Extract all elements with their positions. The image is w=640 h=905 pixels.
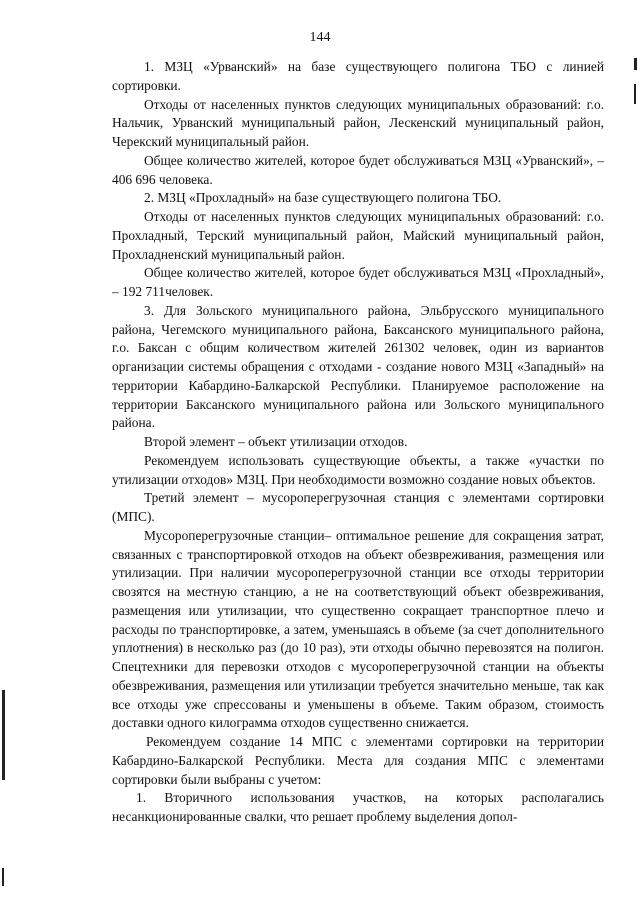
- paragraph: Общее количество жителей, которое будет обслуживаться МЗЦ «Прохладный», – 192 711человек.: [112, 265, 604, 299]
- scan-edge-mark: [2, 690, 5, 780]
- paragraph: Мусороперегрузочные станции– оптимальное решение для сокращения затрат, связанных с транспортировкой отходов на объект обезвреживания, размещения или утилизации. При наличии мусороперегрузочной станции все отходы территории свозятся на местную станцию, а не на соответствующий объект обезвреживания, размещения или утилизации, что существенно сокращает транспортное плечо и расходы по транспортировке, а затем, уменьшаясь в объеме (за счет дополнительного уплотнения) в несколько раз (до 10 раз), эти отходы обычно перевозятся на полигон. Спецтехники для перевозки отходов с мусороперегрузочной станции на объекты обезвреживания, размещения или утилизации требуется значительно меньше, так как все отходы уже спрессованы и уменьшены в объеме. Таким образом, стоимость доставки одного килограмма отходов существенно снижается.: [112, 527, 604, 731]
- paragraph: Отходы от населенных пунктов следующих муниципальных образований: г.о. Нальчик, Урванский муниципальный район, Лескенский муниципальный район, Черекский муниципальный район.: [112, 96, 604, 149]
- paragraph-list-item-3: 3. Для Зольского муниципального района, Эльбрусского муниципального района, Чегемского муниципального района, Баксанского муниципального района, г.о. Баксан с общим количеством жителей 261302 человек, один из вариантов организации системы обращения с отходами - создание нового МЗЦ «Западный» на территории Кабардино-Балкарской Республики. Планируемое расположение на территории Баксанского муниципального района или Зольского муниципального района.: [112, 302, 604, 431]
- paragraph-list-item-1b: 1. Вторичного использования участков, на которых располагались несанкционированные свалки, что решает проблему выделения допол-: [112, 790, 604, 824]
- paragraph-list-item-2: 2. МЗЦ «Прохладный» на базе существующего полигона ТБО.: [144, 190, 502, 206]
- scan-edge-mark: [634, 58, 637, 70]
- paragraph: Рекомендуем использовать существующие объекты, а также «участки по утилизации отходов» МЗЦ. При необходимости возможно создание новых объектов.: [112, 452, 604, 487]
- page-number: 144: [309, 30, 331, 45]
- paragraph: Второй элемент – объект утилизации отходов.: [144, 434, 408, 449]
- document-body: [112, 58, 604, 827]
- paragraph: Третий элемент – мусороперегрузочная станция с элементами сортировки (МПС).: [112, 490, 604, 524]
- paragraph: Общее количество жителей, которое будет обслуживаться МЗЦ «Урванский», – 406 696 человека.: [112, 152, 604, 187]
- scan-edge-mark: [2, 868, 4, 886]
- paragraph: Рекомендуем создание 14 МПС с элементами сортировки на территории Кабардино-Балкарской Республики. Места для создания МПС с элементами сортировки были выбраны с учетом:: [112, 734, 604, 787]
- scan-edge-mark: [634, 84, 636, 104]
- paragraph: Отходы от населенных пунктов следующих муниципальных образований: г.о. Прохладный, Терский муниципальный район, Майский муниципальный район, Прохладненский муниципальный район.: [112, 209, 604, 262]
- paragraph-list-item-1: 1. МЗЦ «Урванский» на базе существующего полигона ТБО с линией сортировки.: [112, 59, 604, 93]
